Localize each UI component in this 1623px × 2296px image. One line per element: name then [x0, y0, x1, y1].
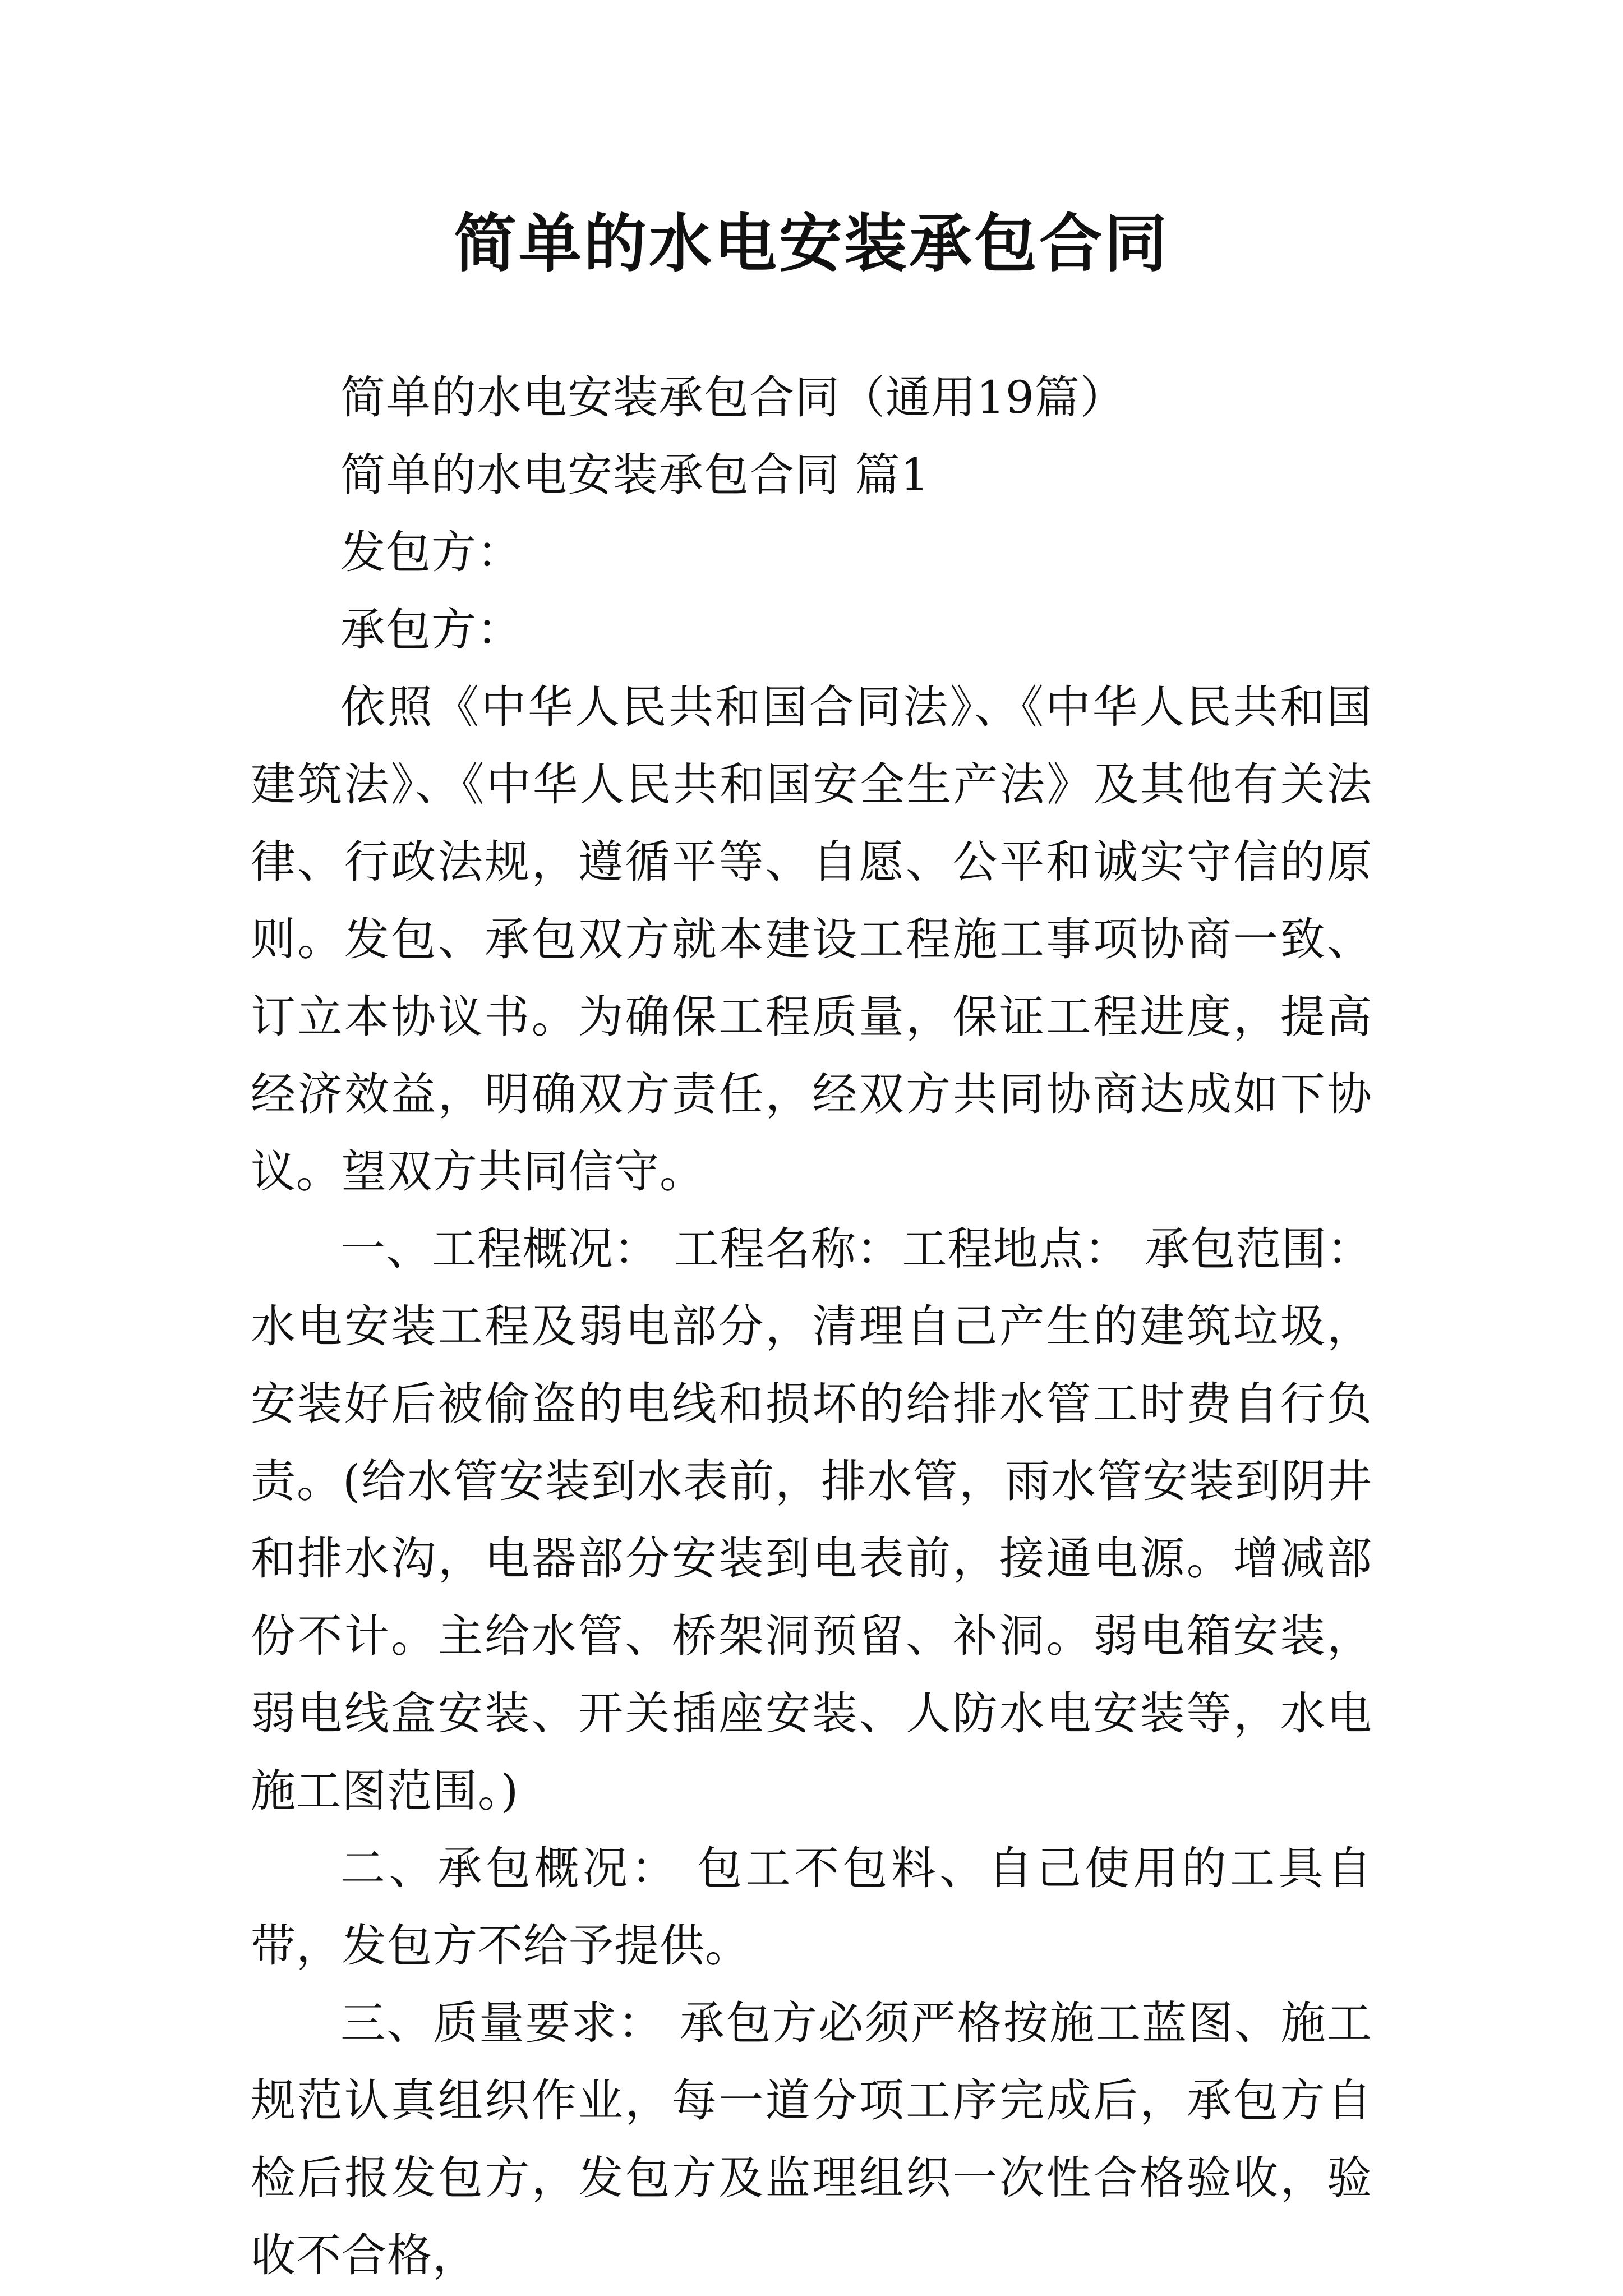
paragraph: 一、工程概况： 工程名称：工程地点： 承包范围：水电安装工程及弱电部分，清理自己产生的建筑垃圾，安装好后被偷盗的电线和损坏的给排水管工时费自行负责。(给水管安装到水表前，排水管，雨水管安装到阴井和排水沟，电器部分安装到电表前，接通电源。增减部份不计。主给水管、桥架洞预留、补洞。弱电箱安装，弱电线盒安装、开关插座安装、人防水电安装等，水电施工图范围。)	[251, 1223, 1372, 1817]
paragraph: 承包方：	[340, 604, 522, 656]
paragraph: 依照《中华人民共和国合同法》、《中华人民共和国建筑法》、《中华人民共和国安全生产法》及其他有关法律、行政法规，遵循平等、自愿、公平和诚实守信的原则。发包、承包双方就本建设工程施工事项协商一致、订立本协议书。为确保工程质量，保证工程进度，提高经济效益，明确双方责任，经双方共同协商达成如下协议。望双方共同信守。	[251, 681, 1372, 1198]
paragraph: 简单的水电安装承包合同（通用19篇）	[340, 371, 1126, 424]
document-body	[251, 359, 1372, 2294]
paragraph: 二、承包概况： 包工不包料、自己使用的工具自带，发包方不给予提供。	[251, 1842, 1372, 1972]
paragraph: 简单的水电安装承包合同 篇1	[340, 449, 930, 501]
paragraph: 发包方：	[340, 526, 522, 578]
document-title: 简单的水电安装承包合同	[454, 207, 1169, 280]
paragraph: 三、质量要求： 承包方必须严格按施工蓝图、施工规范认真组织作业，每一道分项工序完成后，承包方自检后报发包方，发包方及监理组织一次性合格验收，验收不合格，	[251, 1997, 1372, 2281]
